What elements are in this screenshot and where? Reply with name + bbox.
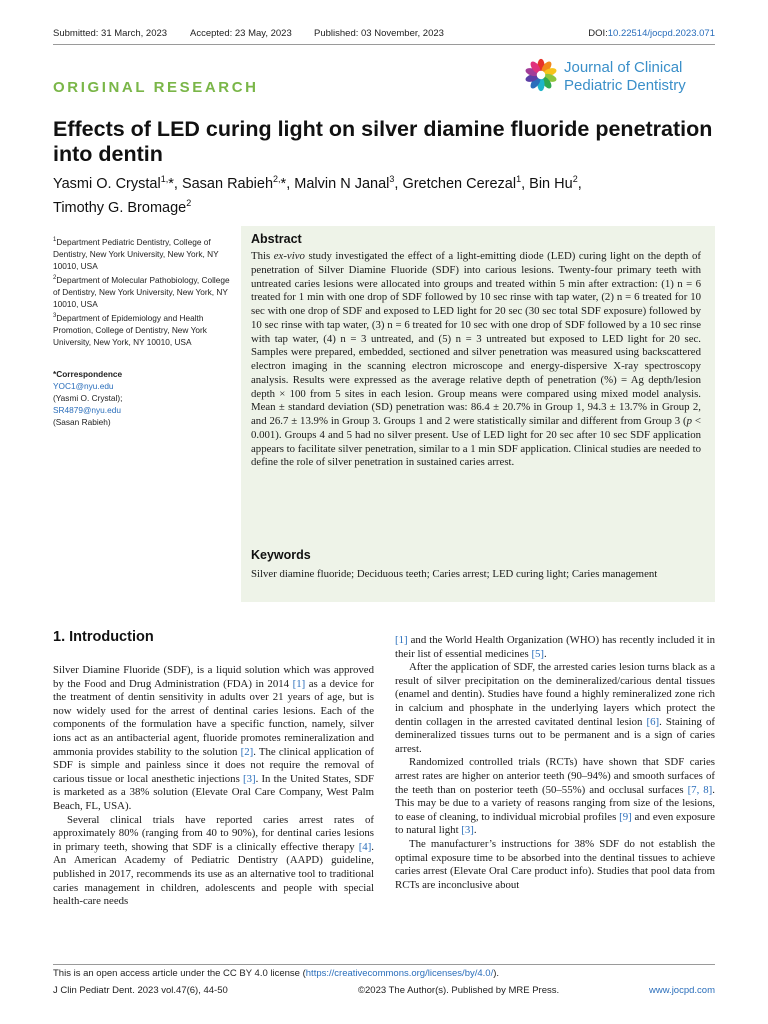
header-divider [53,44,715,45]
journal-name [564,59,686,95]
author: Gretchen Cerezal$^1$, [402,174,530,192]
body-column-left [53,664,374,909]
correspondence-name-crystal: (Yasmi O. Crystal); [53,393,123,404]
affiliation: $^2$Department of Molecular Pathobiology, College of Dentistry, New York University, New York, NY 10010, USA [53,274,230,309]
affiliation: $^3$Department of Epidemiology and Health Promotion, College of Dentistry, New York University, New York, NY 10010, USA [53,312,207,348]
correspondence-name-rabieh: (Sasan Rabieh) [53,417,111,428]
body-paragraph: After the application of SDF, the arrested caries lesion turns black as a result of silver precipitation on the demineralized/carious dental tissues (enamel and dentin). Studies have found a highly remineralized zone rich in calcium and phosphate in the underlying layers which protect the dentin collagen in the arrested cavitated dentinal lesion [6]. Staining of demineralized tissues turns out to be permanent and is a sign of caries arrest. [395,661,715,755]
footer-divider [53,964,715,965]
article-type-label: ORIGINAL RESEARCH [53,79,259,96]
citation-link[interactable]: [6] [646,715,660,728]
email-link-crystal[interactable]: YOC1@nyu.edu [53,381,114,392]
abstract-heading: Abstract [251,232,302,246]
journal-name-line2: Pediatric Dentistry [564,77,686,94]
citation-link[interactable]: [3] [461,824,474,837]
citation-link[interactable]: [5] [531,647,545,660]
submission-dates-bar [53,28,715,44]
citation-link[interactable]: [9] [619,810,632,823]
journal-citation: J Clin Pediatr Dent. 2023 vol.47(6), 44-50 [53,985,228,996]
doi-link[interactable]: 10.22514/jocpd.2023.071 [607,28,715,39]
published-date: Published: 03 November, 2023 [314,28,444,39]
author: Sasan Rabieh$^{2,}$*, [181,174,295,192]
article-title: Effects of LED curing light on silver diamine fluoride penetration into dentin [53,117,713,166]
citation-link[interactable]: [7, 8] [687,783,713,796]
affiliation: $^1$Department Pediatric Dentistry, College of Dentistry, New York University, New York, NY 10010, USA [53,236,219,271]
correspondence-heading: *Correspondence [53,369,123,379]
citation-link[interactable]: [3] [242,772,256,785]
body-paragraph: [1] and the World Health Organization (WHO) has recently included it in their list of essential medicines [5]. [395,634,715,660]
body-paragraph: Silver Diamine Fluoride (SDF), is a liquid solution which was approved by the Food and Drug Administration (FDA) in 2014 [1] as a device for the treatment of dentin sensitivity in adults over 21 years of age, but is now widely used for the arrest of dentinal caries lesions. Each of the components of the formulation have a specific function, namely, silver ions act as an antibacterial agent, fluoride promotes remineralization and ammonia provides stability to the solution [2]. The clinical application of SDF is simple and painless since it does not require the removal of carious tissue or local anesthetic injections [3]. In the United States, SDF is marketed as a 38% solution (Elevate Oral Care Company, West Palm Beach, FL, USA). [53,664,375,812]
author: Timothy G. Bromage$^2$ [53,197,192,216]
doi-label: DOI: [588,28,608,39]
citation-link[interactable]: [4] [358,840,372,853]
journal-name-line1: Journal of Clinical [564,59,683,76]
submitted-date: Submitted: 31 March, 2023 [53,28,168,39]
abstract-box [241,226,715,602]
journal-logo [524,57,724,97]
body-paragraph: Randomized controlled trials (RCTs) have shown that SDF caries arrest rates are higher on anterior teeth (90–94%) and smooth surfaces of the teeth than on posterior teeth (50–55%) and occlusal surfaces [7, 8]. This may be due to a variety of reasons ranging from size of the lesions, to ease of cleaning, to individual microbial profiles [9] and even exposure to natural light [3]. [395,756,715,837]
citation-link[interactable]: [1] [395,634,408,646]
author: Yasmi O. Crystal$^{1,}$*, [53,174,182,192]
license-link[interactable]: https://creativecommons.org/licenses/by/4.0/ [305,968,494,979]
copyright-notice: ©2023 The Author(s). Published by MRE Press. [358,985,560,996]
citation-link[interactable]: [2] [240,745,254,758]
correspondence [53,368,233,428]
body-column-right [395,634,715,892]
section-heading-introduction: 1. Introduction [53,629,154,645]
author: Bin Hu$^2$, [529,174,582,192]
journal-flower-icon [524,58,558,92]
author: Malvin N Janal$^3$, [294,174,403,192]
license-notice: This is an open access article under the CC BY 4.0 license (https://creativecommons.org/licenses/by/4.0/). [53,968,500,979]
keywords-heading: Keywords [251,548,311,562]
body-paragraph: The manufacturer’s instructions for 38% SDF do not establish the optimal exposure time to be absorbed into the dentinal tissues to achieve caries arrest (Elevate Oral Care product info). Studies that pool data from RCTs are inconclusive about [395,837,715,891]
author-list [53,170,733,218]
accepted-date: Accepted: 23 May, 2023 [190,28,292,39]
body-paragraph: Several clinical trials have reported caries arrest rates of approximately 80% (ranging from 40 to 90%), for dentinal caries lesions in primary teeth, showing that SDF is a clinically effective therapy [4]. An American Academy of Pediatric Dentistry (AAPD) guideline, published in 2017, recommends its use as an alternative tool to traditional caries management in children, adolescents and people with special health-care needs [53,813,374,908]
journal-website-link[interactable]: www.jocpd.com [649,985,715,996]
keywords-text: Silver diamine fluoride; Deciduous teeth; Caries arrest; LED curing light; Caries management [251,568,658,580]
email-link-rabieh[interactable]: SR4879@nyu.edu [53,405,121,416]
page-footer [53,968,715,1008]
doi [588,28,715,39]
abstract-text: This ex-vivo study investigated the effect of a light-emitting diode (LED) curing light on the depth of penetration of Silver Diamine Fluoride (SDF) into carious lesions. Twenty-four primary teeth with untreated caries lesions were allocated into groups and treated within 5 min after extraction: (1) n = 6 treated for 1 min with one drop of SDF followed by 10 sec rinse with tap water, (2) n = 6 treated for 10 sec with one drop of SDF and exposed to LED light for 20 sec (30 sec total SDF exposure) followed by 10 sec rinse with tap water, (3) n = 6 treated for 10 sec with one drop of SDF followed by a 10 sec rinse with tap water, (4) n = 3 untreated, and (5) n = 3 untreated but exposed to LED light for 20 sec. Samples were prepared, embedded, sectioned and silver penetration was measured using backscattered electron imaging in the scanning electron microscope and energy-dispersive X-ray spectroscopy analysis. Results were expressed as the average relative depth of penetration (%) = Ag depth/lesion depth × 100 from 5 sites in each lesion. Group means were compared using mixed model analysis. Mean ± standard deviation (SD) penetration was: 86.4 ± 20.7% in Group 1, 94.3 ± 13.7% in Group 2, and 26.7 ± 13.9% in Group 3. Groups 1 and 2 were statistically similar and different from Group 3 (p < 0.001). Groups 4 and 5 had no silver present. Use of LED light for 20 sec after 10 sec SDF application appears to facilitate silver penetration, similar to a 1 min SDF application. Clinical studies are needed to define the role of silver penetration in sustained caries arrest. [251,250,701,469]
affiliations [53,234,233,348]
citation-link[interactable]: [1] [292,677,306,690]
